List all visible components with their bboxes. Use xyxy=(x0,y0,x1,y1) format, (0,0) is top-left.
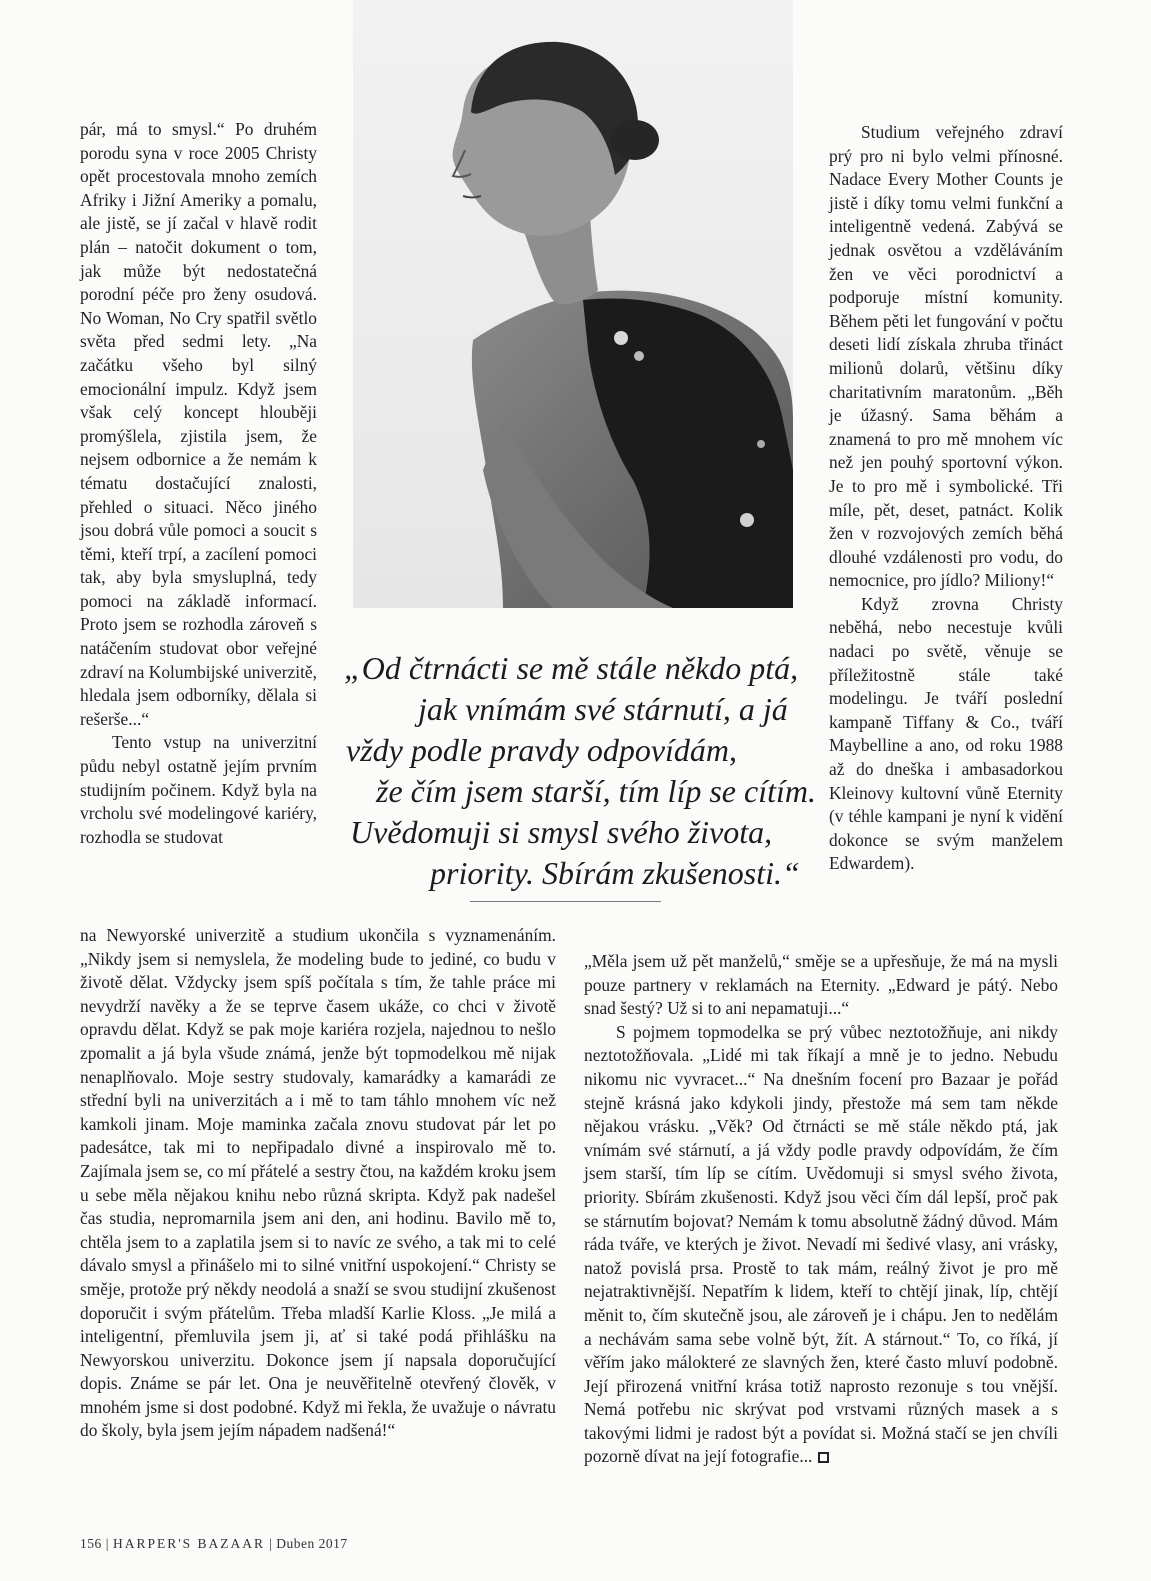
pull-quote-line: „Od čtrnácti se mě stále někdo ptá, xyxy=(344,650,799,686)
right-column-top xyxy=(829,121,1063,876)
pull-quote-line: priority. Sbírám zkušenosti.“ xyxy=(430,855,800,891)
portrait-photo xyxy=(353,0,793,608)
paragraph-right-1: Studium veřejného zdraví prý pro ni bylo velmi přínosné. Nadace Every Mother Counts je jistě i díky tomu velmi funkční a inteligentně vedená. Zabývá se jednak osvětou a vzděláváním žen ve věci porodnictví a podporuje místní komunity. Během pěti let fungování v počtu deseti lidí získala zhruba třináct milionů dolarů, většinu díky charitativním maratonům. „Běh je úžasný. Sama běhám a znamená to pro mě mnohem víc než jen pouhý sportovní výkon. Je to pro mě i symbolické. Tři míle, pět, deset, patnáct. Kolik žen v rozvojových zemích běhá dlouhé vzdálenosti pro vodu, do nemocnice, pro jídlo? Miliony!“ xyxy=(829,122,1063,591)
paragraph-bottom-right-1: „Měla jsem už pět manželů,“ směje se a upřesňuje, že má na mysli pouze partnery v reklamách na Eternity. „Edward je pátý. Nebo snad šestý? Už si to ani nepamatuji...“ xyxy=(584,951,1058,1019)
paragraph-bottom-left: na Newyorské univerzitě a studium ukončila s vyznamenáním. „Nikdy jsem si nemyslela, že modeling bude to jediné, co budu v životě dělat. Vždycky jsem spíš počítala s tím, že tahle práce mi nevydrží navěky a že se teprve časem ukáže, co chci v životě opravdu dělat. Když se pak moje kariéra rozjela, najednou to nešlo zpomalit a já byla všude známá, jenže být topmodelkou mě nijak nenaplňovalo. Moje sestry studovaly, kamarádky a kamarádi ze střední byli na univerzitách a i mě to tam táhlo mnohem víc než kamkoli jinam. Moje maminka začala znovu studovat pár let po padesátce, tak mi to nepřipadalo divné a inspirovalo mě to. Zajímala jsem se, co mí přátelé a sestry čtou, na každém kroku jsem u sebe měla nějakou knihu nebo různá skripta. Když pak nadešel čas studia, nepromarnila jsem ani den, ani hodinu. Bavilo mě to, chtěla jsem to a zaplatila jsem si to navíc ze svého, a tak mi to celé dávalo smysl a přinášelo mi to silné vnitřní uspokojení.“ Christy se směje, protože prý někdy neodolá a snaží se svou studijní zkušenost doporučit i svým přátelům. Třeba mladší Karlie Kloss. „Je milá a inteligentní, přemluvila jsem ji, ať si také podá přihlášku na Newyorskou univerzitu. Dokonce jsem jí napsala doporučující dopis. Známe se pár let. Ona je neuvěřitelně otevřený člověk, v mnohém jsme si dost podobné. Když mi řekla, že uvažuje o návratu do školy, byla jsem jejím nápadem nadšená!“ xyxy=(80,925,556,1441)
magazine-name: HARPER'S BAZAAR xyxy=(112,1536,266,1551)
bottom-right-column xyxy=(584,950,1058,1469)
pull-quote-line: vždy podle pravdy odpovídám, xyxy=(346,732,738,768)
paragraph-left-1: pár, má to smysl.“ Po druhém porodu syna v roce 2005 Christy opět procestovala mnoho zemích Afriky i Jižní Ameriky a pomalu, ale jistě, se jí začal v hlavě rodit plán – natočit dokument o tom, jak může být nedostatečná porodní péče pro ženy osudová. No Woman, No Cry spatřil světlo světa před sedmi lety. „Na začátku všeho byl silný emocionální impulz. Když jsem však celý koncept hlouběji promýšlela, zjistila jsem, že nejsem odbornice a že nemám k tématu dostačující znalosti, přehled o situaci. Něco jiného jsou dobrá vůle pomoci a soucit s těmi, kteří trpí, a zacílení pomoci tak, aby byla smysluplná, tedy pomoci na základě informací. Proto jsem se rozhodla zároveň s natáčením studovat obor veřejné zdraví na Kolumbijské univerzitě, hledala jsem odborníky, dělala si rešerše...“ xyxy=(80,119,317,729)
paragraph-left-2: Tento vstup na univerzitní půdu nebyl ostatně jejím prvním studijním počinem. Když byla na vrcholu své modelingové kariéry, rozhodla se studovat xyxy=(80,732,317,847)
paragraph-right-2: Když zrovna Christy neběhá, nebo necestuje kvůli nadaci po světě, věnuje se příležitostně stále také modelingu. Je tváří poslední kampaně Tiffany & Co., tváří Maybelline a ano, od roku 1988 až do dneška i ambasadorkou Kleinovy kultovní vůně Eternity (v téhle kampani je nyní k vidění dokonce se svým manželem Edwardem). xyxy=(829,593,1063,874)
left-column-top xyxy=(80,118,317,849)
page-footer xyxy=(80,1536,348,1552)
footer-separator: | xyxy=(269,1536,273,1551)
pull-quote-line: Uvědomuji si smysl svého života, xyxy=(350,814,773,850)
paragraph-bottom-right-2-text: S pojmem topmodelka se prý vůbec neztotožňuje, ani nikdy neztotožňovala. „Lidé mi tak říkají a mně je to jedno. Nebudu nikomu nic vyvracet...“ Na dnešním focení pro Bazaar je pořád stejně krásná jako kdykoli jindy, přestože má sem tam někde nějakou vrásku. „Věk? Od čtrnácti se mě stále někdo ptá, jak vnímám své stárnutí, a já vždy podle pravdy odpovídám, že čím jsem starší, tím líp se cítím. Uvědomuji si smysl svého života, priority. Sbírám zkušenosti. Když jsou věci čím dál lepší, proč pak se stárnutím bojovat? Nemám k tomu absolutně žádný důvod. Mám ráda tváře, ve kterých je život. Nevadí mi šedivé vlasy, ani vrásky, natož povislá prsa. Prostě to tak mám, reálný život je pro mě nejatraktivnější. Nepatřím k lidem, kteří to chtějí jinak, líp, chtějí měnit to, čím skutečně jsou, ale zároveň je i chápu. Jen to nedělám a nechávám sama sebe volně být, žít. A stárnout.“ To, co říká, jí věřím jako málokteré ze slavných žen, které často mluví podobně. Její přirozená vnitřní krása totiž naprosto rezonuje s tou vnější. Nemá potřebu nic skrývat pod vrstvami různých masek a s takovými lidmi je radost být a povídat si. Možná stačí se jen chvíli pozorně dívat na její fotografie... xyxy=(584,1021,1058,1467)
portrait-illustration xyxy=(353,0,793,608)
paragraph-bottom-right-2 xyxy=(584,1021,1058,1469)
page-number: 156 xyxy=(80,1536,102,1551)
footer-separator: | xyxy=(105,1536,109,1551)
pull-quote-line: jak vnímám své stárnutí, a já xyxy=(418,691,788,727)
issue-date: Duben 2017 xyxy=(276,1536,348,1551)
end-of-article-mark xyxy=(818,1452,829,1463)
divider-rule xyxy=(470,901,661,902)
pull-quote xyxy=(338,648,816,894)
pull-quote-line: že čím jsem starší, tím líp se cítím. xyxy=(376,773,816,809)
bottom-left-column xyxy=(80,924,556,1443)
